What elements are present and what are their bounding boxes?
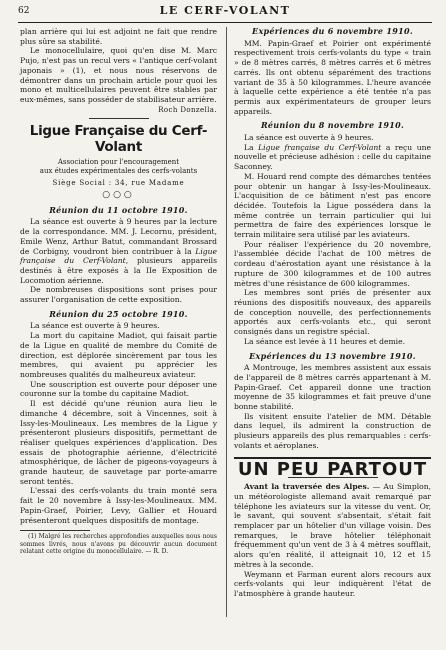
siege-social: Siège Social : 34, rue Madame [52, 179, 185, 188]
left-column [20, 27, 217, 556]
text-run: La séance est ouverte à 9 heures par la lecture de la correspondance. MM. J. Lecornu, président, Emile Wenz, Arthur Batut, commandant Brossard de Corbigny, voudront bien contribuer à la [20, 217, 217, 256]
text-run: a reçu une nouvelle et précieuse adhésion : celle du capitaine Saconney. [234, 142, 431, 172]
column-divider [226, 27, 227, 617]
reunion-paragraph: L'essai des cerfs-volants du train monté sera fait le 20 novembre à Issy-les-Moulineaux. MM. Papin-Graef, Poirier, Levy, Gallier et Houard présenteront quelques dispositifs de montage. [20, 486, 217, 525]
text-run: La [244, 142, 254, 152]
experience-title: Expériences du 6 novembre 1910. [252, 26, 413, 36]
page-number: 62 [18, 6, 30, 16]
experience-paragraph: MM. Papin-Graef et Poirier ont expérimenté respectivement trois cerfs-volants du type « train » de 8 mètres carrés, 8 mètres carrés et 6 mètres carrés. Ils ont obtenu séparément des tractions variant de 35 à 50 kilogrammes. L'heure avancée à laquelle cette expérience a été tentée n'a pas permis aux expérimentateurs de grouper leurs appareils. [234, 38, 431, 116]
italic-run: Ligue française du Cerf-Volant [20, 246, 217, 266]
news-paragraph: Weymann et Farman eurent alors recours aux cerfs-volants qui leur indiquèrent l'état de l'atmosphère à grande hauteur. [234, 569, 431, 598]
reunion-paragraph: M. Houard rend compte des démarches tentées pour obtenir un hangar à Issy-les-Moulineaux. L'acquisition de ce bâtiment n'est pas encore décidée. Toutefois la Ligue possédera dans la même contrée un terrain particulier qui lui permettra de faire des expériences lorsque le terrain militaire sera utilisé par les aviateurs. [234, 171, 431, 240]
section-title: UN PEU PARTOUT [237, 458, 428, 480]
reunion-title: Réunion du 11 octobre 1910. [49, 204, 188, 215]
experience-paragraph: Ils visitent ensuite l'atelier de MM. Détable dans lequel, ils admirent la construction de plusieurs appareils des plus remarquables : cerfs-volants et aéroplanes. [234, 411, 431, 450]
right-column [234, 27, 431, 599]
reunion-paragraph: Une souscription est ouverte pour déposer une couronne sur la tombe du capitaine Madiot. [20, 379, 217, 399]
article-continuation: plan arrière qui lui est adjoint ne fait que rendre plus sûre sa stabilité. [20, 27, 217, 46]
ornament-rings: ○○○ [102, 190, 135, 201]
footnote: (1) Malgré les recherches approfondies auxquelles nous nous sommes livrés, nous n'avons pu découvrir aucun document relatant cette origine du monocellulaire. — R. D. [20, 533, 217, 556]
experience-title: Expériences du 13 novembre 1910. [249, 350, 416, 361]
reunion-paragraph [20, 217, 217, 285]
association-line: aux études expérimentales des cerfs-volants [39, 166, 198, 175]
news-paragraph [234, 482, 431, 569]
text-run: , plusieurs appareils destinés à être exposés à la IIe Exposition de Locomotion aérienne. [20, 256, 217, 285]
page-header [18, 4, 432, 20]
reunion-paragraph: La séance est levée à 11 heures et demie. [244, 336, 406, 346]
lead-in: Avant la traversée des Alpes. [244, 482, 370, 492]
italic-run: Ligue française du Cerf-Volant [258, 142, 382, 152]
ligue-title: Ligue Française du Cerf-Volant [29, 123, 208, 156]
reunion-title: Réunion du 25 octobre 1910. [49, 308, 188, 319]
separator-rule [89, 118, 149, 119]
association-subtitle [20, 158, 217, 175]
journal-title: LE CERF-VOLANT [159, 4, 291, 17]
header-rule [18, 22, 432, 23]
reunion-title: Réunion du 8 novembre 1910. [260, 120, 405, 131]
reunion-paragraph: De nombreuses dispositions sont prises pour assurer l'organisation de cette exposition. [20, 285, 217, 305]
association-line: Association pour l'encouragement [57, 158, 180, 167]
reunion-paragraph: Les membres sont priés de présenter aux réunions des dispositifs nouveaux, des appareils de conception nouvelle, des perfectionnements apportés aux cerfs-volants etc., qui seront consignés dans un registre spécial. [234, 288, 431, 337]
footnote-rule [20, 530, 90, 531]
reunion-paragraph: Il est décidé qu'une réunion aura lieu le dimanche 4 décembre, soit à Vincennes, soit à Issy-les-Moulineaux. Les membres de la Ligue y présenteront plusieurs dispositifs, permettant de réaliser quelques expériences d'application. Des essais de photographie aérienne, d'électricité atmosphérique, de lâcher de pigeons-voyageurs à grande hauteur, de sauvetage par porte-amarre seront tentés. [20, 399, 217, 486]
experience-paragraph: A Montrouge, les membres assistent aux essais de l'appareil de 8 mètres carrés appartenant à M. Papin-Graef. Cet appareil donne une traction moyenne de 35 kilogrammes et fait preuve d'une bonne stabilité. [234, 363, 431, 412]
reunion-paragraph [234, 143, 431, 172]
text-run: — Au Simplon, un météorologiste allemand avait remarqué par téléphone les aviateurs sur la vitesse du vent. Or, le savant, qui souvent s'absentait, s'était fait remplacer par un hôtelier d'un village voisin. Des remarques, le brave hôtelier téléphonait fréquemment qu'un vent de 3 à 4 mètres soufflait, alors qu'en réalité, il atteignait 10, 12 et 15 mètres à la seconde. [234, 482, 431, 569]
reunion-paragraph: Pour réaliser l'expérience du 20 novembre, l'assemblée décide l'achat de 100 mètres de cordeau d'aérostation ayant une résistance à la rupture de 300 kilogrammes et de 100 autres mètres d'une résistance de 600 kilogrammes. [234, 239, 431, 288]
article-signature: Roch Donzella. [158, 105, 217, 114]
reunion-paragraph: La mort du capitaine Madiot, qui faisait partie de la Ligue en qualité de membre du Comité de direction, est déplorée sincèrement par tous les membres, qui avaient pu apprécier les nombreuses qualités du malheureux aviateur. [20, 331, 217, 379]
reunion-paragraph: La séance est ouverte à 9 heures. [30, 321, 160, 331]
reunion-paragraph: La séance est ouverte à 9 heures. [244, 133, 374, 143]
article-paragraph: Le monocellulaire, quoi qu'en dise M. Marc Pujo, n'est pas un recul vers « l'antique cerf-volant japonais » (1), et nous nous réservons de démontrer dans un prochain article pour quoi les mono et multicellulaires peuvent être stables par eux-mêmes, sans posséder de stabilisateur arrière. [20, 46, 217, 104]
